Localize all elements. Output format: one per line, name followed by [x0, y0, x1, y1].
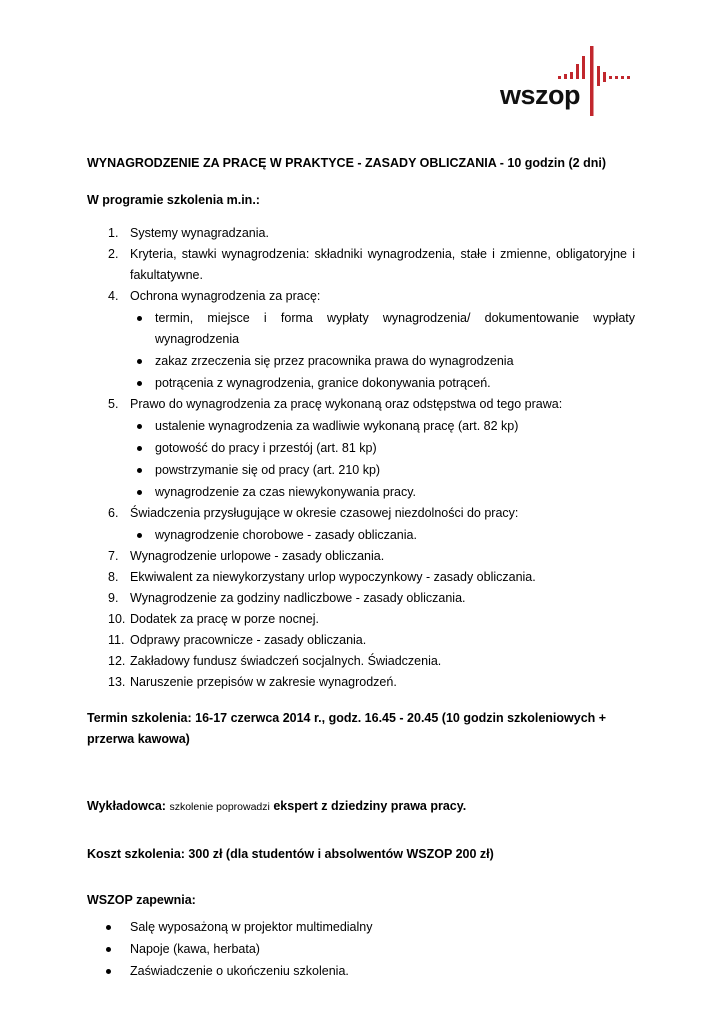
term-paragraph: Termin szkolenia: 16-17 czerwca 2014 r., godz. 16.45 - 20.45 (10 godzin szkoleniowych + przerwa kawowa) — [87, 711, 607, 746]
program-item-number: 8. — [108, 570, 119, 584]
program-sub-item: wynagrodzenie chorobowe - zasady obliczania. — [130, 525, 635, 546]
program-item-text: Ekwiwalent za niewykorzystany urlop wypoczynkowy - zasady obliczania. — [130, 570, 536, 584]
program-item-text: Świadczenia przysługujące w okresie czasowej niezdolności do pracy: — [130, 506, 519, 520]
provides-list — [87, 917, 635, 982]
program-list — [87, 223, 635, 693]
program-item-text: Naruszenie przepisów w zakresie wynagrodzeń. — [130, 675, 397, 689]
program-item — [87, 244, 635, 286]
lecturer-note: szkolenie poprowadzi — [169, 801, 270, 813]
program-sub-list — [130, 525, 635, 546]
document-title: WYNAGRODZENIE ZA PRACĘ W PRAKTYCE - ZASADY OBLICZANIA - 10 godzin (2 dni) — [87, 156, 606, 170]
program-item — [87, 394, 635, 503]
program-item-number: 7. — [108, 549, 119, 563]
program-item-text: Zakładowy fundusz świadczeń socjalnych. Świadczenia. — [130, 654, 442, 668]
program-sub-list — [130, 308, 635, 394]
program-sub-item: wynagrodzenie za czas niewykonywania pracy. — [130, 482, 635, 503]
program-item-text: Wynagrodzenie za godziny nadliczbowe - zasady obliczania. — [130, 591, 466, 605]
program-item-text: Ochrona wynagrodzenia za pracę: — [130, 289, 321, 303]
program-sub-item: termin, miejsce i forma wypłaty wynagrodzenia/ dokumentowanie wypłaty wynagrodzenia — [130, 308, 635, 350]
program-item — [87, 609, 635, 630]
provides-item: Napoje (kawa, herbata) — [87, 939, 635, 960]
document-body — [87, 154, 635, 982]
program-item — [87, 546, 635, 567]
program-item — [87, 567, 635, 588]
program-item-number: 10. — [108, 612, 126, 626]
logo-text: wszop — [500, 80, 581, 110]
program-item — [87, 588, 635, 609]
program-item-number: 12. — [108, 654, 126, 668]
wszop-logo — [500, 44, 636, 116]
program-item-text: Systemy wynagradzania. — [130, 226, 269, 240]
program-item-text: Wynagrodzenie urlopowe - zasady obliczania. — [130, 549, 385, 563]
lecturer-label: Wykładowca: — [87, 799, 166, 813]
lecturer-value: ekspert z dziedziny prawa pracy. — [273, 799, 467, 813]
provides-heading: WSZOP zapewnia: — [87, 893, 196, 907]
program-item-number: 6. — [108, 506, 119, 520]
program-item-text: Odprawy pracownicze - zasady obliczania. — [130, 633, 367, 647]
cost-paragraph: Koszt szkolenia: 300 zł (dla studentów i absolwentów WSZOP 200 zł) — [87, 847, 494, 861]
program-item-text: Prawo do wynagrodzenia za pracę wykonaną oraz odstępstwa od tego prawa: — [130, 397, 563, 411]
program-sub-item: gotowość do pracy i przestój (art. 81 kp) — [130, 438, 635, 459]
program-item-number: 11. — [108, 633, 125, 647]
program-item — [87, 630, 635, 651]
program-sub-item: potrącenia z wynagrodzenia, granice dokonywania potrąceń. — [130, 373, 635, 394]
provides-item: Zaświadczenie o ukończeniu szkolenia. — [87, 961, 635, 982]
program-item — [87, 286, 635, 394]
program-sub-list — [130, 416, 635, 503]
program-heading: W programie szkolenia m.in.: — [87, 193, 260, 207]
program-item-text: Kryteria, stawki wynagrodzenia: składniki wynagrodzenia, stałe i zmienne, obligatoryjne i fakultatywne. — [130, 247, 635, 282]
program-item — [87, 672, 635, 693]
program-item — [87, 223, 635, 244]
program-sub-item: ustalenie wynagrodzenia za wadliwie wykonaną pracę (art. 82 kp) — [130, 416, 635, 437]
program-item-number: 2. — [108, 247, 119, 261]
program-item — [87, 651, 635, 672]
program-item-number: 4. — [108, 289, 119, 303]
program-item-number: 13. — [108, 675, 126, 689]
lecturer-paragraph — [87, 796, 635, 818]
program-item-number: 9. — [108, 591, 119, 605]
program-item-text: Dodatek za pracę w porze nocnej. — [130, 612, 319, 626]
program-item-number: 5. — [108, 397, 119, 411]
program-item — [87, 503, 635, 546]
program-sub-item: zakaz zrzeczenia się przez pracownika prawa do wynagrodzenia — [130, 351, 635, 372]
provides-item: Salę wyposażoną w projektor multimedialny — [87, 917, 635, 938]
program-item-number: 1. — [108, 226, 119, 240]
program-sub-item: powstrzymanie się od pracy (art. 210 kp) — [130, 460, 635, 481]
